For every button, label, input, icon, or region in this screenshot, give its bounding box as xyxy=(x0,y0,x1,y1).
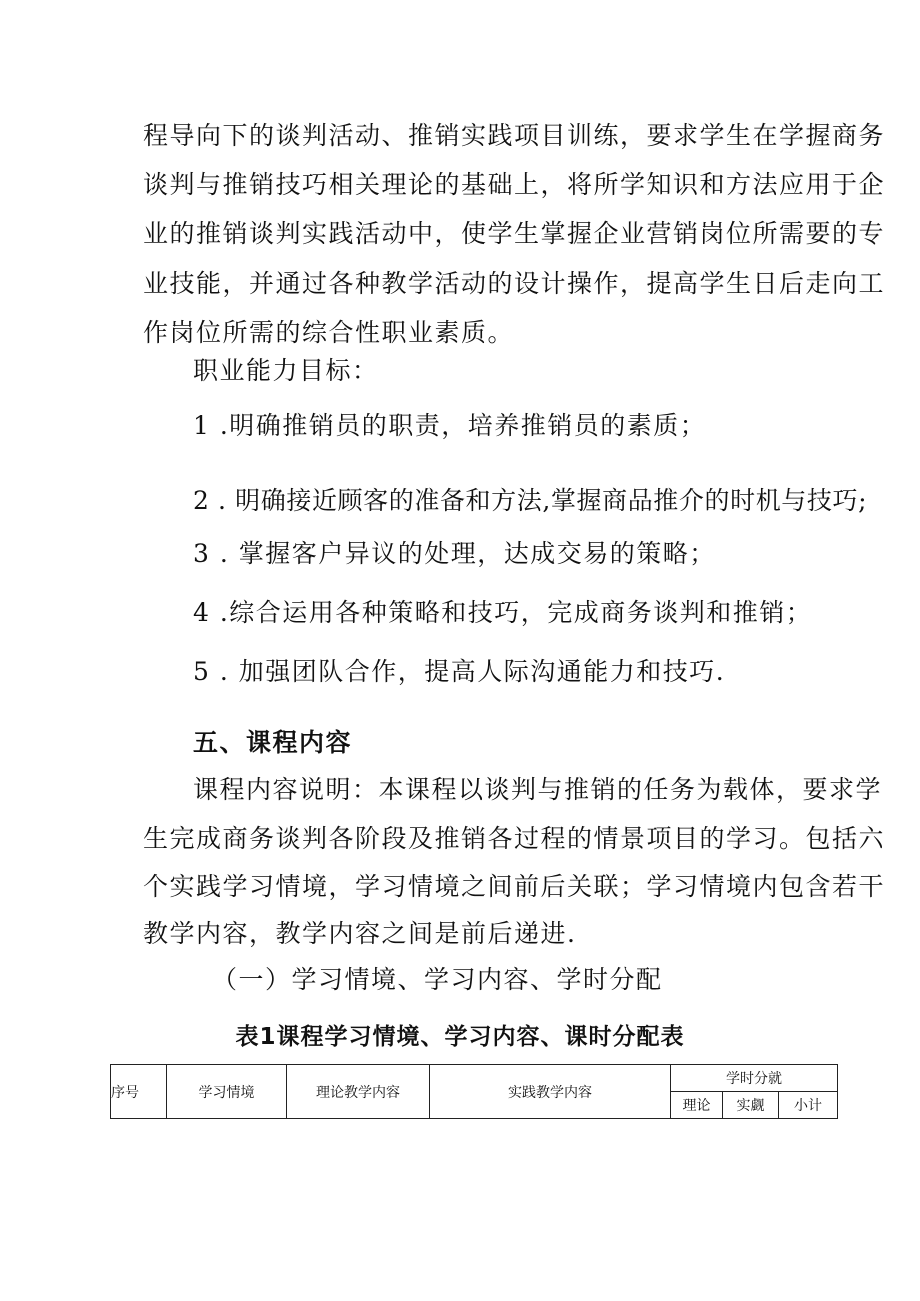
header-index: 序号 xyxy=(111,1065,167,1119)
ability-item: 2 . 明确接近顾客的准备和方法,掌握商品推介的时机与技巧; xyxy=(193,486,868,515)
subsection-heading: （一）学习情境、学习内容、学时分配 xyxy=(212,965,663,994)
header-situation: 学习情境 xyxy=(167,1065,287,1119)
ability-item: 4 .综合运用各种策略和技巧，完成商务谈判和推销； xyxy=(193,598,813,627)
intro-line: 谈判与推销技巧相关理论的基础上，将所学知识和方法应用于企 xyxy=(143,170,886,199)
intro-line: 程导向下的谈判活动、推销实践项目训练，要求学生在学握商务 xyxy=(143,121,886,150)
header-hours-theory: 理论 xyxy=(671,1092,723,1119)
ability-item: 5 . 加强团队合作，提高人际沟通能力和技巧. xyxy=(193,657,726,686)
ability-item: 3 . 掌握客户异议的处理，达成交易的策略； xyxy=(193,539,716,568)
header-hours-group: 学时分就 xyxy=(671,1065,838,1092)
table-caption: 表1课程学习情境、学习内容、课时分配表 xyxy=(235,1024,685,1050)
header-practice-content: 实践教学内容 xyxy=(430,1065,671,1119)
ability-heading: 职业能力目标： xyxy=(193,356,379,385)
table-header-row xyxy=(111,1065,838,1092)
content-line: 课程内容说明：本课程以谈判与推销的任务为载体，要求学 xyxy=(193,775,883,804)
section-heading: 五、课程内容 xyxy=(193,728,353,757)
header-hours-total: 小计 xyxy=(779,1092,838,1119)
content-line: 生完成商务谈判各阶段及推销各过程的情景项目的学习。包括六 xyxy=(143,824,886,853)
hours-allocation-table xyxy=(110,1064,838,1119)
intro-line: 业技能，并通过各种教学活动的设计操作，提高学生日后走向工 xyxy=(143,269,886,298)
content-line: 教学内容，教学内容之间是前后递进. xyxy=(143,919,577,948)
content-line: 个实践学习情境，学习情境之间前后关联；学习情境内包含若干 xyxy=(143,872,886,901)
header-hours-practice: 实觑 xyxy=(723,1092,779,1119)
header-theory-content: 理论教学内容 xyxy=(287,1065,430,1119)
ability-item: 1 .明确推销员的职责，培养推销员的素质； xyxy=(193,411,707,440)
intro-line: 作岗位所需的综合性职业素质。 xyxy=(143,318,515,347)
intro-line: 业的推销谈判实践活动中，使学生掌握企业营销岗位所需要的专 xyxy=(143,219,886,248)
